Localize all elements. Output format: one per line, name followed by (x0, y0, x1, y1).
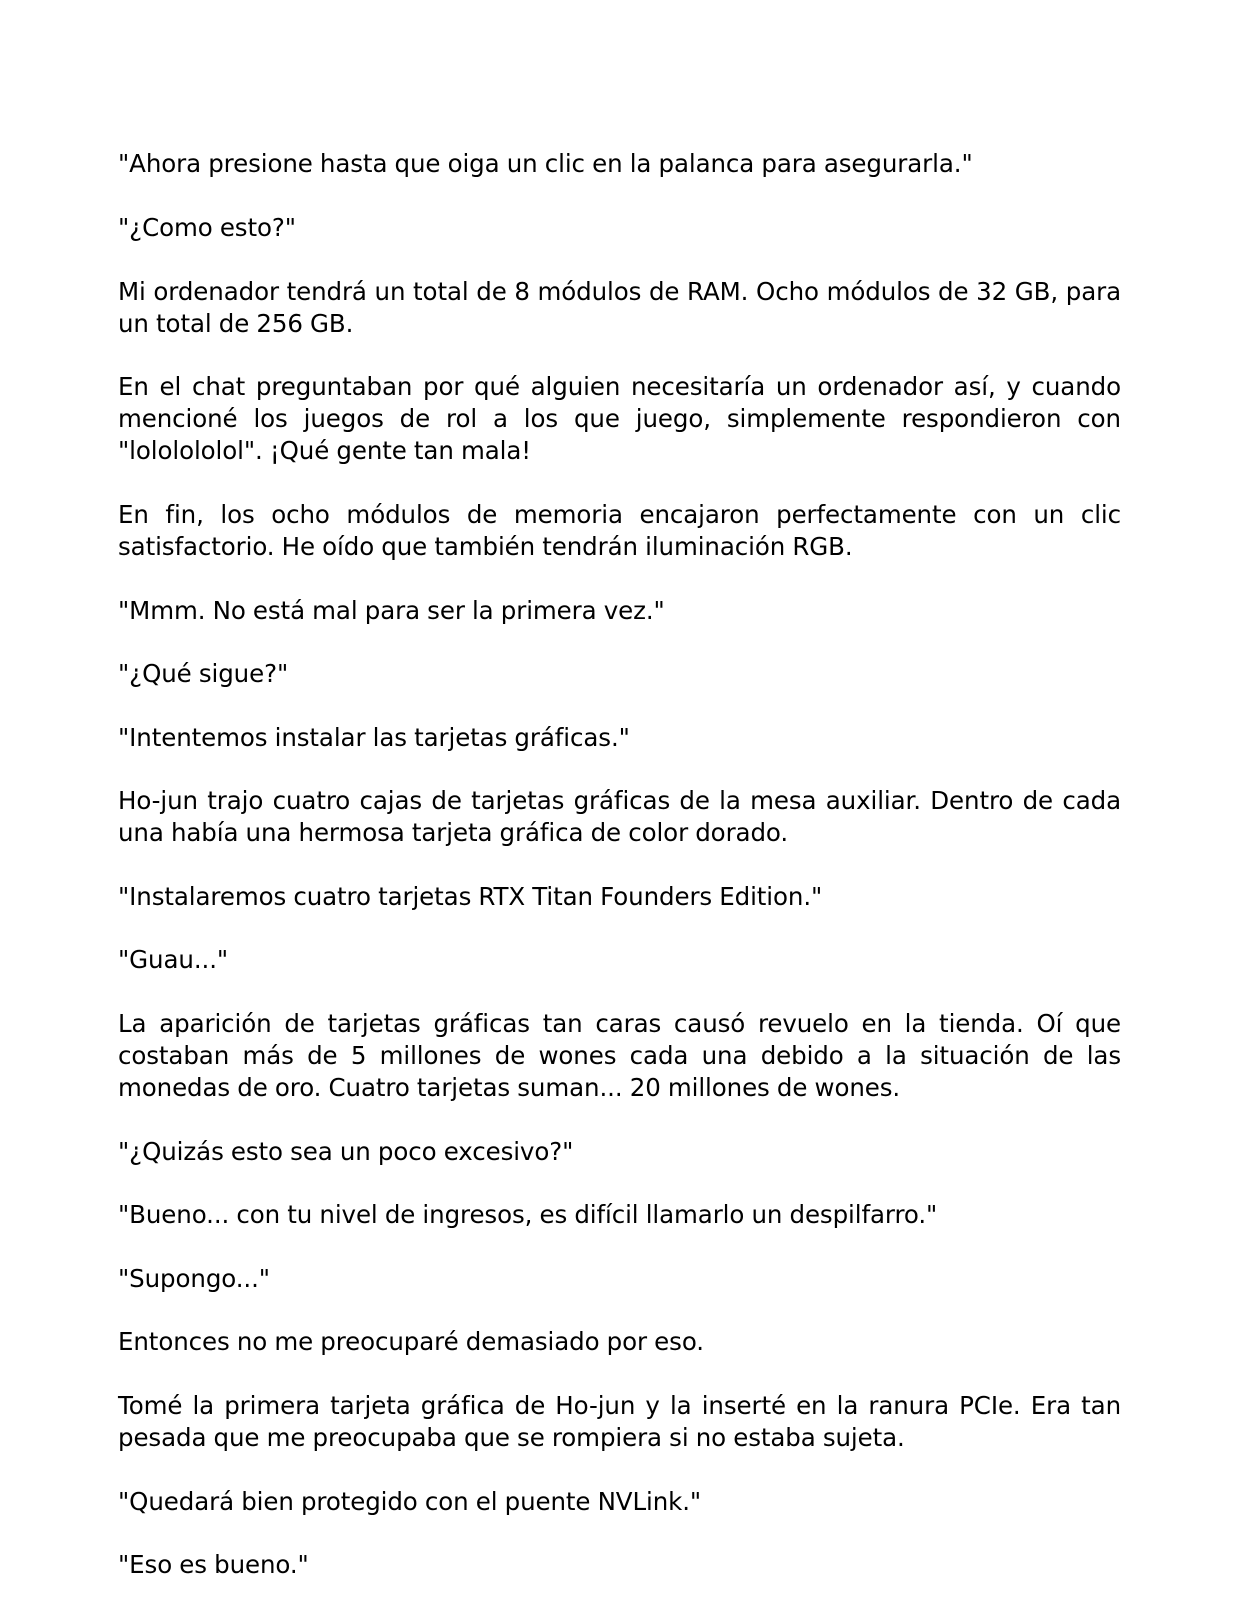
paragraph-12: La aparición de tarjetas gráficas tan caras causó revuelo en la tienda. Oí que costaban más de 5 millones de wones cada una debido a la situación de las monedas de oro. Cuatro tarjetas suman... 20 millones de wones. (118, 1009, 1121, 1102)
paragraph-14: "Bueno... con tu nivel de ingresos, es difícil llamarlo un despilfarro." (118, 1200, 938, 1229)
paragraph-11: "Guau..." (118, 945, 229, 974)
paragraph-1: "Ahora presione hasta que oiga un clic en la palanca para asegurarla." (118, 149, 973, 178)
paragraph-15: "Supongo..." (118, 1264, 270, 1293)
paragraph-7: "¿Qué sigue?" (118, 659, 289, 688)
body-text (118, 148, 1121, 1581)
paragraph-16: Entonces no me preocuparé demasiado por eso. (118, 1327, 704, 1356)
paragraph-6: "Mmm. No está mal para ser la primera vez." (118, 596, 665, 625)
paragraph-2: "¿Como esto?" (118, 213, 296, 242)
paragraph-13: "¿Quizás esto sea un poco excesivo?" (118, 1137, 574, 1166)
paragraph-18: "Quedará bien protegido con el puente NVLink." (118, 1487, 702, 1516)
paragraph-5: En fin, los ocho módulos de memoria encajaron perfectamente con un clic satisfactorio. He oído que también tendrán iluminación RGB. (118, 500, 1121, 561)
paragraph-17: Tomé la primera tarjeta gráfica de Ho-jun y la inserté en la ranura PCIe. Era tan pesada que me preocupaba que se rompiera si no estaba sujeta. (118, 1391, 1121, 1452)
paragraph-4: En el chat preguntaban por qué alguien necesitaría un ordenador así, y cuando mencioné los juegos de rol a los que juego, simplemente respondieron con "lololololol". ¡Qué gente tan mala! (118, 372, 1121, 465)
paragraph-19: "Eso es bueno." (118, 1550, 309, 1579)
paragraph-3: Mi ordenador tendrá un total de 8 módulos de RAM. Ocho módulos de 32 GB, para un total de 256 GB. (118, 277, 1121, 338)
paragraph-9: Ho-jun trajo cuatro cajas de tarjetas gráficas de la mesa auxiliar. Dentro de cada una había una hermosa tarjeta gráfica de color dorado. (118, 786, 1121, 847)
paragraph-8: "Intentemos instalar las tarjetas gráficas." (118, 723, 630, 752)
paragraph-10: "Instalaremos cuatro tarjetas RTX Titan Founders Edition." (118, 882, 823, 911)
